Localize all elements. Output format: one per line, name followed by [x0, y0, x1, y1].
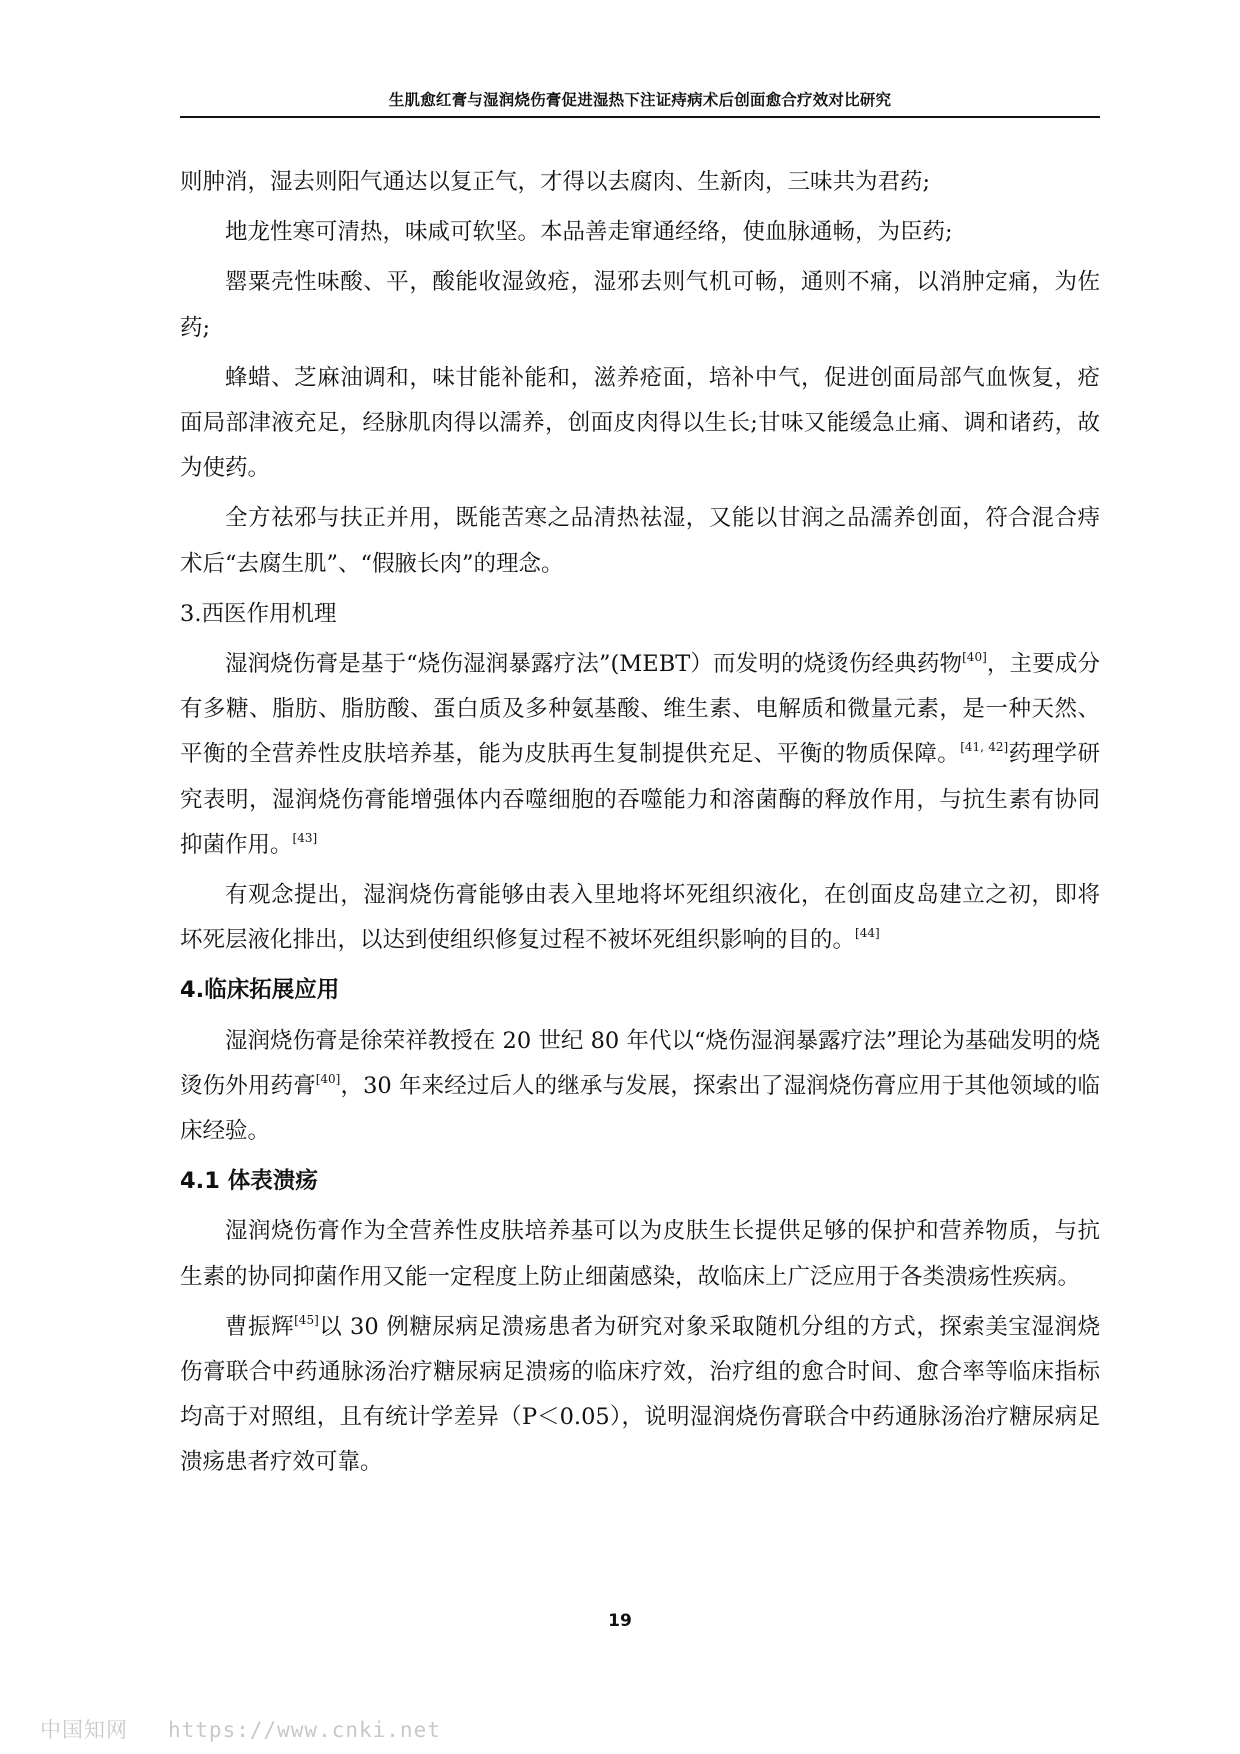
paragraph-5: 全方祛邪与扶正并用，既能苦寒之品清热祛湿，又能以甘润之品濡养创面，符合混合痔术后“去腐生肌”、“假腋长肉”的理念。: [180, 505, 1100, 577]
header-divider: [180, 116, 1100, 118]
section-heading-3: 3.西医作用机理: [180, 600, 337, 627]
watermark-url: https://www.cnki.net: [168, 1718, 441, 1742]
running-header: 生肌愈红膏与湿润烧伤膏促进湿热下注证痔病术后创面愈合疗效对比研究: [388, 91, 892, 109]
citation-45: [45]: [294, 1312, 319, 1327]
section-heading-4: 4.临床拓展应用: [180, 977, 340, 1004]
citation-44: [44]: [855, 926, 880, 941]
citation-43: [43]: [292, 830, 318, 845]
paragraph-10-author: 曹振辉: [225, 1313, 295, 1340]
paragraph-3: 罂粟壳性味酸、平，酸能收湿敛疮，湿邪去则气机可畅，通则不痛，以消肿定痛，为佐药;: [180, 269, 1100, 341]
paragraph-6-part-3: 药理学研究表明，湿润烧伤膏能增强体内吞噬细胞的吞噬能力和溶菌酶的释放作用，与抗生素有协同抑菌作用。: [180, 741, 1100, 858]
paragraph-1: 则肿消，湿去则阳气通达以复正气，才得以去腐肉、生新肉，三味共为君药;: [180, 169, 931, 195]
paragraph-8: [180, 1019, 1100, 1155]
paragraph-6-part-1: 湿润烧伤膏是基于“烧伤湿润暴露疗法”(MEBT）而发明的烧烫伤经典药物: [225, 651, 963, 678]
paragraph-10-text: 以 30 例糖尿病足溃疡患者为研究对象采取随机分组的方式，探索美宝湿润烧伤膏联合中药通脉汤治疗糖尿病足溃疡的临床疗效，治疗组的愈合时间、愈合率等临床指标均高于对照组，且有统计学差异（P＜0.05），说明湿润烧伤膏联合中药通脉汤治疗糖尿病足溃疡患者疗效可靠。: [180, 1313, 1100, 1476]
body-text: [180, 160, 1100, 1491]
paragraph-6: [180, 642, 1100, 868]
paragraph-7: [180, 873, 1100, 963]
paragraph-8-part-2: ，30 年来经过后人的继承与发展，探索出了湿润烧伤膏应用于其他领域的临床经验。: [180, 1072, 1100, 1145]
paragraph-4: 蜂蜡、芝麻油调和，味甘能补能和，滋养疮面，培补中气，促进创面局部气血恢复，疮面局部津液充足，经脉肌肉得以濡养，创面皮肉得以生长;甘味又能缓急止痛、调和诸药，故为使药。: [180, 364, 1100, 482]
cnki-watermark: [40, 1714, 441, 1744]
paragraph-6-part-2: ，主要成分有多糖、脂肪、脂肪酸、蛋白质及多种氨基酸、维生素、电解质和微量元素，是一种天然、平衡的全营养性皮肤培养基，能为皮肤再生复制提供充足、平衡的物质保障。: [180, 651, 1100, 768]
citation-40-b: [40]: [315, 1071, 341, 1086]
watermark-name: 中国知网: [40, 1718, 128, 1742]
page-number: 19: [608, 1611, 632, 1631]
section-heading-4-1: 4.1 体表溃疡: [180, 1168, 318, 1195]
paragraph-9: 湿润烧伤膏作为全营养性皮肤培养基可以为皮肤生长提供足够的保护和营养物质，与抗生素的协同抑菌作用又能一定程度上防止细菌感染，故临床上广泛应用于各类溃疡性疾病。: [180, 1218, 1100, 1290]
citation-40: [40]: [962, 650, 987, 665]
paragraph-7-text: 有观念提出，湿润烧伤膏能够由表入里地将坏死组织液化，在创面皮岛建立之初，即将坏死层液化排出，以达到使组织修复过程不被坏死组织影响的目的。: [180, 882, 1100, 954]
citation-41-42: [41, 42]: [960, 740, 1009, 755]
paragraph-2: 地龙性寒可清热，味咸可软坚。本品善走窜通经络，使血脉通畅，为臣药;: [225, 219, 953, 246]
paragraph-10: [180, 1305, 1100, 1486]
paragraph-8-part-1: 湿润烧伤膏是徐荣祥教授在 20 世纪 80 年代以“烧伤湿润暴露疗法”理论为基础发明的烧烫伤外用药膏: [180, 1027, 1100, 1099]
